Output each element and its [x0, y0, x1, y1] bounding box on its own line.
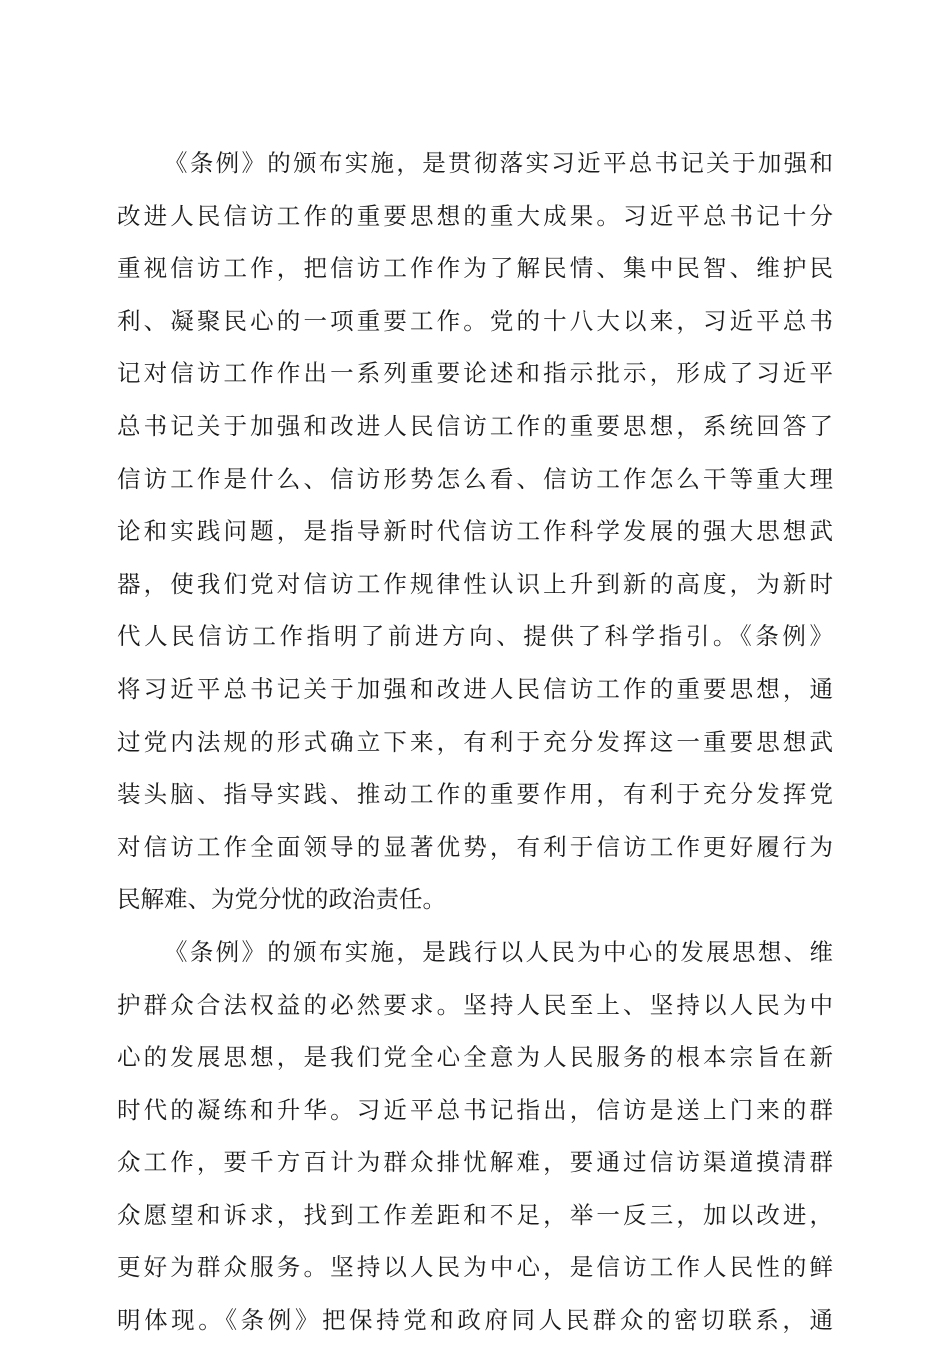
text-line: 记对信访工作作出一系列重要论述和指示批示，形成了习近平 — [117, 359, 833, 388]
text-line: 明体现。《条例》把保持党和政府同人民群众的密切联系，通 — [117, 1306, 833, 1335]
text-line: 众工作，要千方百计为群众排忧解难，要通过信访渠道摸清群 — [117, 1148, 833, 1177]
paragraph-1 — [117, 137, 833, 926]
text-line: 时代的凝练和升华。习近平总书记指出，信访是送上门来的群 — [117, 1095, 833, 1124]
text-line: 民解难、为党分忧的政治责任。 — [117, 885, 446, 914]
text-line: 《条例》的颁布实施，是贯彻落实习近平总书记关于加强和 — [164, 149, 833, 177]
text-line: 信访工作是什么、信访形势怎么看、信访工作怎么干等重大理 — [117, 464, 833, 493]
text-line: 心的发展思想，是我们党全心全意为人民服务的根本宗旨在新 — [117, 1043, 833, 1072]
text-line: 总书记关于加强和改进人民信访工作的重要思想，系统回答了 — [117, 411, 833, 440]
text-line: 众愿望和诉求，找到工作差距和不足，举一反三，加以改进， — [117, 1200, 833, 1229]
text-line: 利、凝聚民心的一项重要工作。党的十八大以来，习近平总书 — [117, 306, 833, 335]
text-line: 代人民信访工作指明了前进方向、提供了科学指引。《条例》 — [117, 622, 833, 651]
text-line: 将习近平总书记关于加强和改进人民信访工作的重要思想，通 — [117, 674, 833, 703]
document-body — [117, 137, 833, 1347]
paragraph-2 — [117, 926, 833, 1347]
text-line: 论和实践问题，是指导新时代信访工作科学发展的强大思想武 — [117, 517, 833, 546]
text-line: 对信访工作全面领导的显著优势，有利于信访工作更好履行为 — [117, 832, 833, 861]
text-line: 过党内法规的形式确立下来，有利于充分发挥这一重要思想武 — [117, 727, 833, 756]
text-line: 器，使我们党对信访工作规律性认识上升到新的高度，为新时 — [117, 569, 833, 598]
text-line: 改进人民信访工作的重要思想的重大成果。习近平总书记十分 — [117, 201, 833, 230]
text-line: 装头脑、指导实践、推动工作的重要作用，有利于充分发挥党 — [117, 780, 833, 809]
text-line: 重视信访工作，把信访工作作为了解民情、集中民智、维护民 — [117, 254, 833, 283]
text-line: 护群众合法权益的必然要求。坚持人民至上、坚持以人民为中 — [117, 990, 833, 1019]
text-line: 更好为群众服务。坚持以人民为中心，是信访工作人民性的鲜 — [117, 1253, 833, 1282]
text-line: 《条例》的颁布实施，是践行以人民为中心的发展思想、维 — [164, 937, 833, 966]
